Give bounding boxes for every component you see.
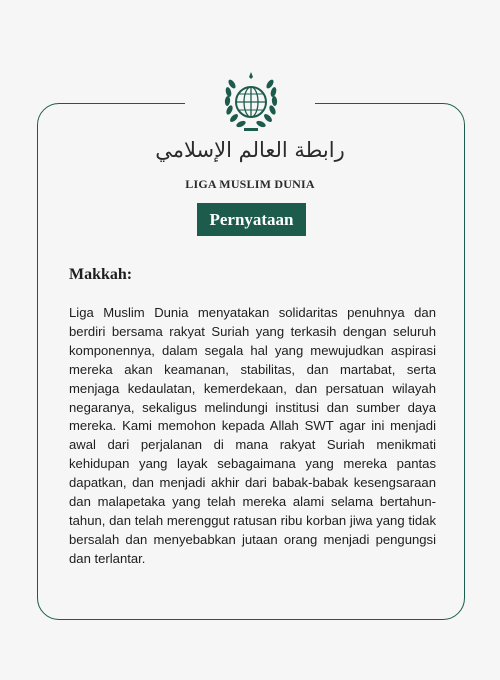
- statement-body: Liga Muslim Dunia menyatakan solidaritas penuhnya dan berdiri bersama rakyat Suriah yang terkasih dengan seluruh komponennya, dalam segala hal yang mewujudkan aspirasi mereka akan keamanan, stabilitas, dan martabat, serta menjaga kedaulatan, kemerdekaan, dan persatuan wilayah negaranya, sekaligus melindungi institusi dan sumber daya mereka. Kami memohon kepada Allah SWT agar ini menjadi awal dari perjalanan di mana rakyat Suriah menikmati kehidupan yang layak sebagaimana yang mereka pantas dapatkan, dan menjadi akhir dari babak-babak kesengsaraan dan malapetaka yang telah mereka alami selama bertahun-tahun, dan telah merenggut ratusan ribu korban jiwa yang tidak bersalah dan menyebabkan jutaan orang menjadi pengungsi dan terlantar.: [69, 305, 436, 566]
- title-text: Pernyataan: [209, 209, 294, 229]
- title-badge: [197, 203, 306, 236]
- globe-wreath-emblem-icon: [222, 70, 280, 134]
- arabic-org-name: رابطة العالم الإسلامي: [155, 138, 345, 162]
- org-name: LIGA MUSLIM DUNIA: [185, 177, 315, 191]
- place-heading: Makkah:: [69, 266, 133, 283]
